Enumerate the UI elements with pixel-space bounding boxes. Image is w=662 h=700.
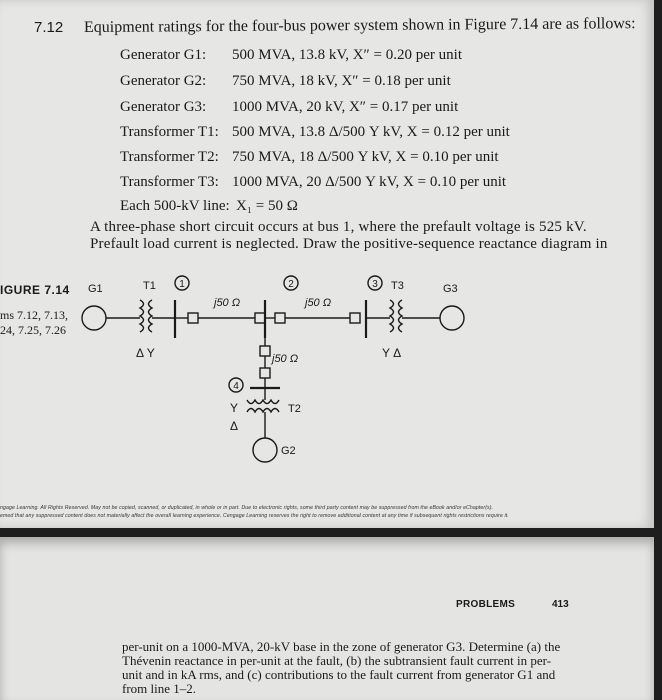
rating-value: 750 MVA, 18 kV, X″ = 0.18 per unit [232,73,451,89]
rating-value: X₁ = 50 Ω [236,198,298,214]
breaker [255,313,265,323]
continuation-line: Thévenin reactance in per-unit at the fault, (b) the subtransient fault current in per- [122,653,552,668]
continuation-line: unit and in kA rms, and (c) contributions to the fault current from generator G1 and [122,667,556,682]
copyright-notice: emed that any suppressed content does not materially affect the overall learning experience. Cengage Learning reserves the right to remove additional content at any time if subsequent rights restrictions require it. [0,513,509,519]
label-t2-connection-delta: Δ [230,419,239,433]
transformer-t2-secondary [247,409,279,413]
rating-label: Generator G1: [120,47,207,63]
breaker [350,313,360,323]
transformer-t3-secondary [399,300,403,332]
body-line: Prefault load current is neglected. Draw the positive-sequence reactance diagram in [90,236,608,252]
label-bus-4: 4 [233,381,239,392]
label-line-24: j50 Ω [272,353,299,365]
body-line: A three-phase short circuit occurs at bus 1, where the prefault voltage is 525 kV. [90,219,587,235]
rating-value: 500 MVA, 13.8 kV, X″ = 0.20 per unit [232,47,462,63]
label-bus-3: 3 [372,279,378,290]
transformer-t2-primary [247,400,279,404]
rating-label: Generator G2: [120,73,207,89]
label-t3-connection: Y Δ [382,346,402,360]
label-t1-connection: Δ Y [136,346,155,360]
label-t2: T2 [288,403,301,415]
continuation-line: from line 1–2. [122,681,197,696]
generator-g1-symbol [82,306,106,330]
breaker [260,346,270,356]
generator-g3-symbol [440,306,464,330]
label-g3: G3 [443,283,458,295]
generator-g2-symbol [253,438,277,462]
label-bus-1: 1 [179,279,185,290]
transformer-t1-secondary [149,300,153,332]
label-bus-2: 2 [288,279,294,290]
label-g2: G2 [281,445,296,457]
continuation-line: per-unit on a 1000-MVA, 20-kV base in the zone of generator G3. Determine (a) the [122,639,561,654]
breaker [188,313,198,323]
label-t1: T1 [143,280,156,292]
transformer-t3-primary [390,300,394,332]
label-line-23: j50 Ω [305,297,332,309]
rating-label: Each 500-kV line: [120,198,230,214]
copyright-notice: ngage Learning. All Rights Reserved. May not be copied, scanned, or duplicated, in whole or in part. Due to electronic rights, some third party content may be suppressed from the eBook and/or eChapter(s). [0,505,494,511]
breaker [275,313,285,323]
page-number: 413 [552,599,569,610]
figure-title: IGURE 7.14 [0,283,70,297]
rating-value: 500 MVA, 13.8 Δ/500 Y kV, X = 0.12 per unit [232,124,510,140]
running-header: PROBLEMS [456,599,516,610]
label-t2-connection-y: Y [230,401,239,415]
figure-ref-line: ms 7.12, 7.13, [0,308,69,322]
rating-label: Transformer T2: [120,149,219,165]
figure-label-g1: G1 [88,283,103,295]
problem-intro: Equipment ratings for the four-bus power system shown in Figure 7.14 are as follows: [83,15,636,36]
rating-value: 1000 MVA, 20 Δ/500 Y kV, X = 0.10 per unit [232,174,507,190]
rating-label: Transformer T3: [120,174,219,190]
rating-value: 1000 MVA, 20 kV, X″ = 0.17 per unit [232,99,459,115]
label-t3: T3 [391,280,404,292]
problem-number: 7.12 [34,19,64,36]
rating-label: Transformer T1: [120,124,219,140]
figure-ref-line: 24, 7.25, 7.26 [0,323,66,337]
transformer-t1-primary [140,300,144,332]
rating-label: Generator G3: [120,99,207,115]
rating-value: 750 MVA, 18 Δ/500 Y kV, X = 0.10 per unit [232,149,499,165]
label-line-12: j50 Ω [214,297,241,309]
breaker [260,368,270,378]
